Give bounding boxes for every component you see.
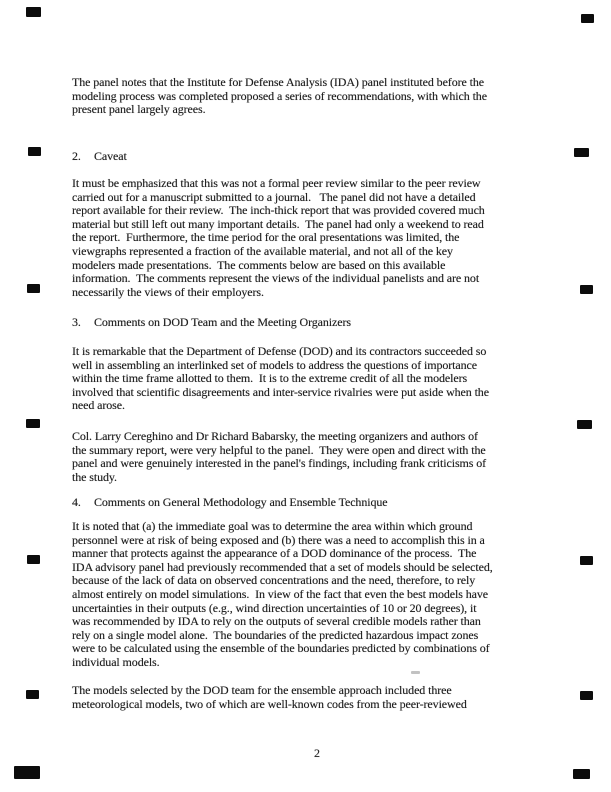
text-line: individual models.	[72, 654, 160, 669]
text-line: necessarily the views of their employers.	[72, 284, 264, 299]
text-line: The models selected by the DOD team for the ensemble approach included three	[72, 683, 452, 697]
section-title: Caveat	[94, 149, 127, 163]
scan-mark	[26, 419, 40, 428]
text-line: carried out for a manuscript submitted to a journal. The panel did not have a detailed	[72, 189, 476, 204]
scan-mark	[14, 766, 40, 779]
text-line: It is noted that (a) the immediate goal was to determine the area within which ground	[72, 519, 473, 533]
paragraph-dod-team	[72, 345, 558, 413]
paragraph-caveat-body	[72, 177, 558, 299]
text-line: need arose.	[72, 398, 125, 413]
paragraph-intro	[72, 76, 558, 117]
scan-mark	[573, 769, 590, 779]
section-heading-dod-team	[72, 316, 558, 330]
text-line: was recommended by IDA to rely on the outputs of several credible models rather than	[72, 614, 481, 629]
text-line: uncertainties in their outputs (e.g., wind direction uncertainties of 10 or 20 degrees), it	[72, 600, 477, 615]
text-line: Col. Larry Cereghino and Dr Richard Babarsky, the meeting organizers and authors of	[72, 429, 478, 443]
scan-mark	[28, 147, 41, 156]
scan-mark	[26, 690, 39, 699]
text-line: modeling process was completed proposed a series of recommendations, with which the	[72, 88, 487, 103]
scan-mark	[411, 671, 420, 674]
text-line: viewgraphs represented a fraction of the available material, and not all of the key	[72, 243, 453, 258]
scan-mark	[580, 285, 593, 294]
scan-mark	[580, 691, 593, 700]
text-line: because of the lack of data on observed concentrations and the need, therefore, to rely	[72, 573, 476, 588]
section-heading-methodology	[72, 496, 558, 510]
paragraph-methodology	[72, 520, 558, 670]
scan-mark	[581, 14, 594, 23]
text-line: panel and were genuinely interested in the panel's findings, including frank criticisms of	[72, 456, 487, 471]
text-line: within the time frame allotted to them. It is to the extreme credit of all the modelers	[72, 371, 468, 386]
paragraph-organizers	[72, 430, 558, 484]
text-line: the study.	[72, 469, 117, 484]
text-line: report available for their review. The inch-thick report that was provided covered much	[72, 203, 485, 218]
scan-mark	[27, 555, 40, 564]
text-line: the report. Furthermore, the time period for the oral presentations was limited, the	[72, 230, 460, 245]
text-line: meteorological models, two of which are well-known codes from the peer-reviewed	[72, 696, 467, 711]
section-title: Comments on General Methodology and Ensemble Technique	[94, 495, 388, 509]
text-line: It must be emphasized that this was not a formal peer review similar to the peer review	[72, 176, 481, 190]
section-number: 4.	[72, 495, 81, 509]
paragraph-models-selected	[72, 684, 558, 711]
text-line: involved that scientific disagreements and inter-service rivalries were put aside when the	[72, 384, 489, 399]
section-title: Comments on DOD Team and the Meeting Organizers	[94, 315, 351, 329]
text-line: modelers made presentations. The comments below are based on this available	[72, 257, 446, 272]
scan-mark	[574, 148, 589, 157]
text-line: rely on a single model alone. The boundaries of the predicted hazardous impact zones	[72, 627, 479, 642]
text-line: manner that protects against the appearance of a DOD dominance of the process. The	[72, 546, 477, 561]
scan-mark	[27, 284, 40, 293]
text-line: were to be calculated using the ensemble of the boundaries predicted by combinations of	[72, 641, 490, 656]
text-line: material but still left out many important details. The panel had only a weekend to read	[72, 216, 484, 231]
scan-mark	[26, 7, 41, 17]
section-number: 3.	[72, 315, 81, 329]
text-line: IDA advisory panel had previously recommended that a set of models should be selected,	[72, 559, 493, 574]
text-line: the summary report, were very helpful to the panel. They were open and direct with the	[72, 442, 486, 457]
text-line: The panel notes that the Institute for Defense Analysis (IDA) panel instituted before the	[72, 75, 484, 89]
text-line: almost entirely on model simulations. In view of the fact that even the best models have	[72, 586, 488, 601]
section-number: 2.	[72, 149, 81, 163]
text-line: It is remarkable that the Department of Defense (DOD) and its contractors succeeded so	[72, 344, 487, 358]
text-line: present panel largely agrees.	[72, 102, 206, 117]
section-heading-caveat	[72, 150, 558, 164]
scan-mark	[580, 556, 593, 565]
scan-mark	[577, 420, 592, 429]
page-number: 2	[314, 746, 320, 760]
text-line: personnel were at risk of being exposed and (b) there was a need to accomplish this in a	[72, 532, 485, 547]
text-line: information. The comments represent the views of the individual panelists and are not	[72, 271, 480, 286]
text-line: well in assembling an interlinked set of models to address the questions of importance	[72, 357, 477, 372]
